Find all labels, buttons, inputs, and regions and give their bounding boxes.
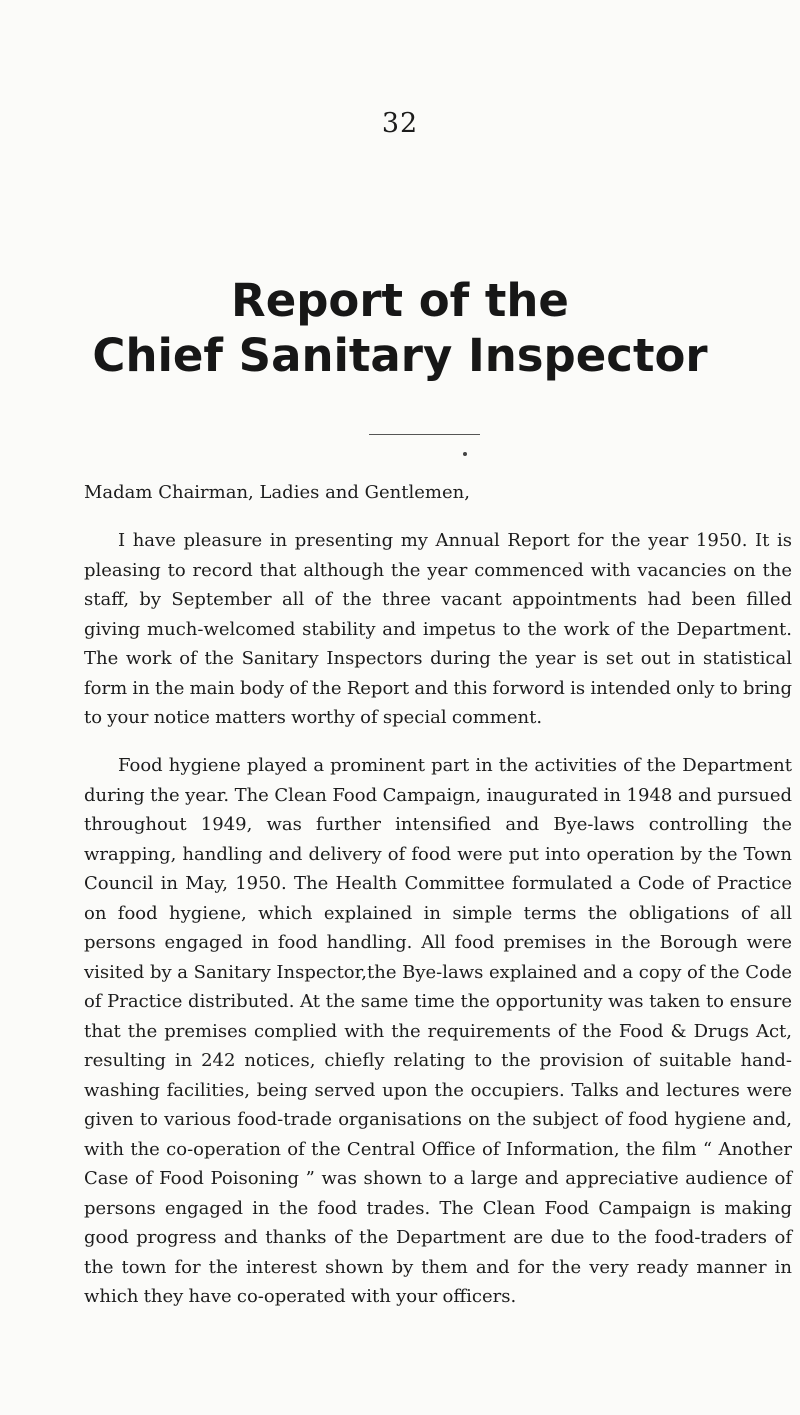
report-title-line-2: Chief Sanitary Inspector [92,329,708,382]
page-number: 32 [381,108,419,139]
paragraph-introduction: I have pleasure in presenting my Annual Report for the year 1950. It is pleasing to record that although the year commenced with vacancies on the staff, by September all of the three vacant appointments had been filled giving much-welcomed stability and impetus to the work of the Department. The work of the Sanitary Inspectors during the year is set out in statistical form in the main body of the Report and this forword is intended only to bring to your notice matters worthy of special comment. [84,530,792,728]
divider-ornament [463,452,467,456]
section-divider [369,434,480,435]
report-body [84,478,792,1330]
report-title-line-1: Report of the [231,274,569,327]
salutation: Madam Chairman, Ladies and Gentlemen, [84,482,470,503]
paragraph-food-hygiene: Food hygiene played a prominent part in the activities of the Department during the year. The Clean Food Campaign, inaugurated in 1948 and pursued throughout 1949, was further intensified and Bye-laws controlling the wrapping, handling and delivery of food were put into operation by the Town Council in May, 1950. The Health Committee formulated a Code of Practice on food hygiene, which explained in simple terms the obligations of all persons engaged in food handling. All food premises in the Borough were visited by a Sanitary Inspector,the Bye-laws explained and a copy of the Code of Practice distributed. At the same time the opportunity was taken to ensure that the premises complied with the requirements of the Food & Drugs Act, resulting in 242 notices, chiefly relating to the provision of suitable hand-washing facilities, being served upon the occupiers. Talks and lectures were given to various food-trade organisations on the subject of food hygiene and, with the co-operation of the Central Office of Information, the film “ Another Case of Food Poisoning ” was shown to a large and appreciative audience of persons engaged in the food trades. The Clean Food Campaign is making good progress and thanks of the Department are due to the food-traders of the town for the interest shown by them and for the very ready manner in which they have co-operated with your officers. [84,755,792,1307]
